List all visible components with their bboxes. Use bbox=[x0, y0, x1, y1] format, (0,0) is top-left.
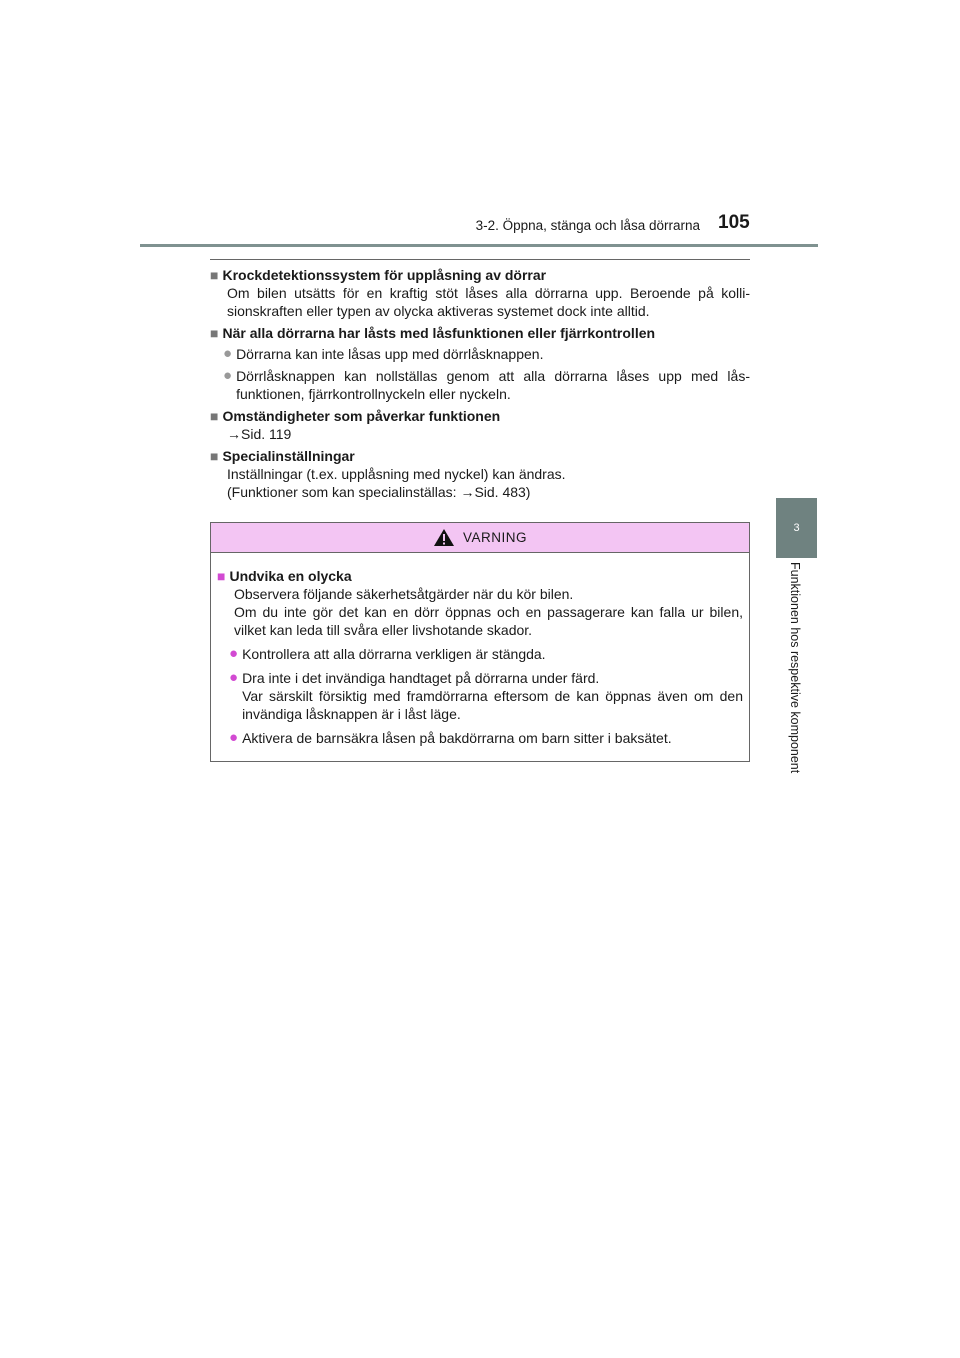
circle-bullet-icon: ● bbox=[229, 729, 239, 746]
chapter-number: 3 bbox=[793, 522, 800, 534]
square-bullet-icon: ■ bbox=[210, 408, 219, 424]
header-rule bbox=[140, 244, 818, 247]
circle-bullet-icon: ● bbox=[229, 669, 239, 686]
section-title: 3-2. Öppna, stänga och låsa dörrarna bbox=[475, 218, 700, 233]
chapter-title: Funktionen hos respektive komponent bbox=[788, 562, 802, 774]
warning-intro: Observera följande säkerhetsåtgärder när du kör bilen. bbox=[234, 586, 574, 602]
section-body-reference: (Funktioner som kan specialinställas: →Sid. 483) bbox=[227, 484, 531, 500]
circle-bullet-icon: ● bbox=[223, 367, 233, 384]
section-body: Inställningar (t.ex. upplåsning med nyckel) kan ändras. bbox=[227, 466, 566, 482]
square-bullet-icon: ■ bbox=[210, 448, 219, 464]
section-locked-doors bbox=[210, 324, 750, 403]
list-item: ● Dörrlåsknappen kan nollställas genom att alla dörrarna låses upp med lås-funktionen, fjärrkontrollnyckeln eller nyckeln. bbox=[223, 367, 750, 402]
circle-bullet-icon: ● bbox=[223, 345, 233, 362]
section-circumstances bbox=[210, 407, 750, 443]
warning-triangle-icon bbox=[433, 528, 455, 547]
warning-intro: Om du inte gör det kan en dörr öppnas och en passagerare kan falla ur bilen, vilket kan leda till svåra eller livshotande skador. bbox=[234, 604, 743, 638]
chapter-tab bbox=[776, 498, 817, 558]
square-bullet-icon: ■ bbox=[210, 325, 219, 341]
arrow-right-icon: → bbox=[227, 426, 241, 442]
warning-header bbox=[211, 523, 749, 553]
section-crash-detection bbox=[210, 266, 750, 320]
list-item: ● Aktivera de barnsäkra låsen på bakdörrarna om barn sitter i baksätet. bbox=[229, 729, 672, 746]
section-heading: Specialinställningar bbox=[222, 448, 355, 464]
warning-body bbox=[211, 553, 749, 747]
list-item: ● Dörrarna kan inte låsas upp med dörrlåsknappen. bbox=[223, 345, 544, 362]
section-heading: När alla dörrarna har låsts med låsfunktionen eller fjärrkontrollen bbox=[222, 325, 656, 341]
section-heading: Krockdetektionssystem för upplåsning av dörrar bbox=[222, 267, 547, 283]
warning-box bbox=[210, 522, 750, 762]
section-body: Om bilen utsätts för en kraftig stöt låses alla dörrarna upp. Beroende på kolli-sionskraften eller typen av olycka aktiveras systemet dock inte alltid. bbox=[227, 285, 750, 319]
main-content bbox=[210, 266, 750, 505]
page-reference bbox=[210, 425, 750, 443]
section-heading: Omständigheter som påverkar funktionen bbox=[222, 408, 501, 424]
circle-bullet-icon: ● bbox=[229, 645, 239, 662]
content-rule bbox=[210, 259, 750, 260]
chapter-label bbox=[776, 562, 817, 822]
arrow-right-icon: → bbox=[460, 484, 475, 500]
page-number: 105 bbox=[718, 212, 750, 233]
square-bullet-icon: ■ bbox=[210, 267, 219, 283]
warning-label: VARNING bbox=[462, 529, 527, 545]
warning-title: Undvika en olycka bbox=[229, 568, 352, 584]
reference-link[interactable]: Sid. 483) bbox=[474, 484, 531, 500]
square-bullet-icon: ■ bbox=[217, 568, 226, 584]
section-customization bbox=[210, 447, 750, 501]
list-item: ● Kontrollera att alla dörrarna verkligen är stängda. bbox=[229, 645, 546, 662]
reference-link[interactable]: Sid. 119 bbox=[241, 426, 292, 442]
list-item: ● Dra inte i det invändiga handtaget på dörrarna under färd. Var särskilt försiktig med framdörrarna eftersom de kan öppnas även om den invändiga låsknappen är i låst läge. bbox=[229, 669, 743, 722]
